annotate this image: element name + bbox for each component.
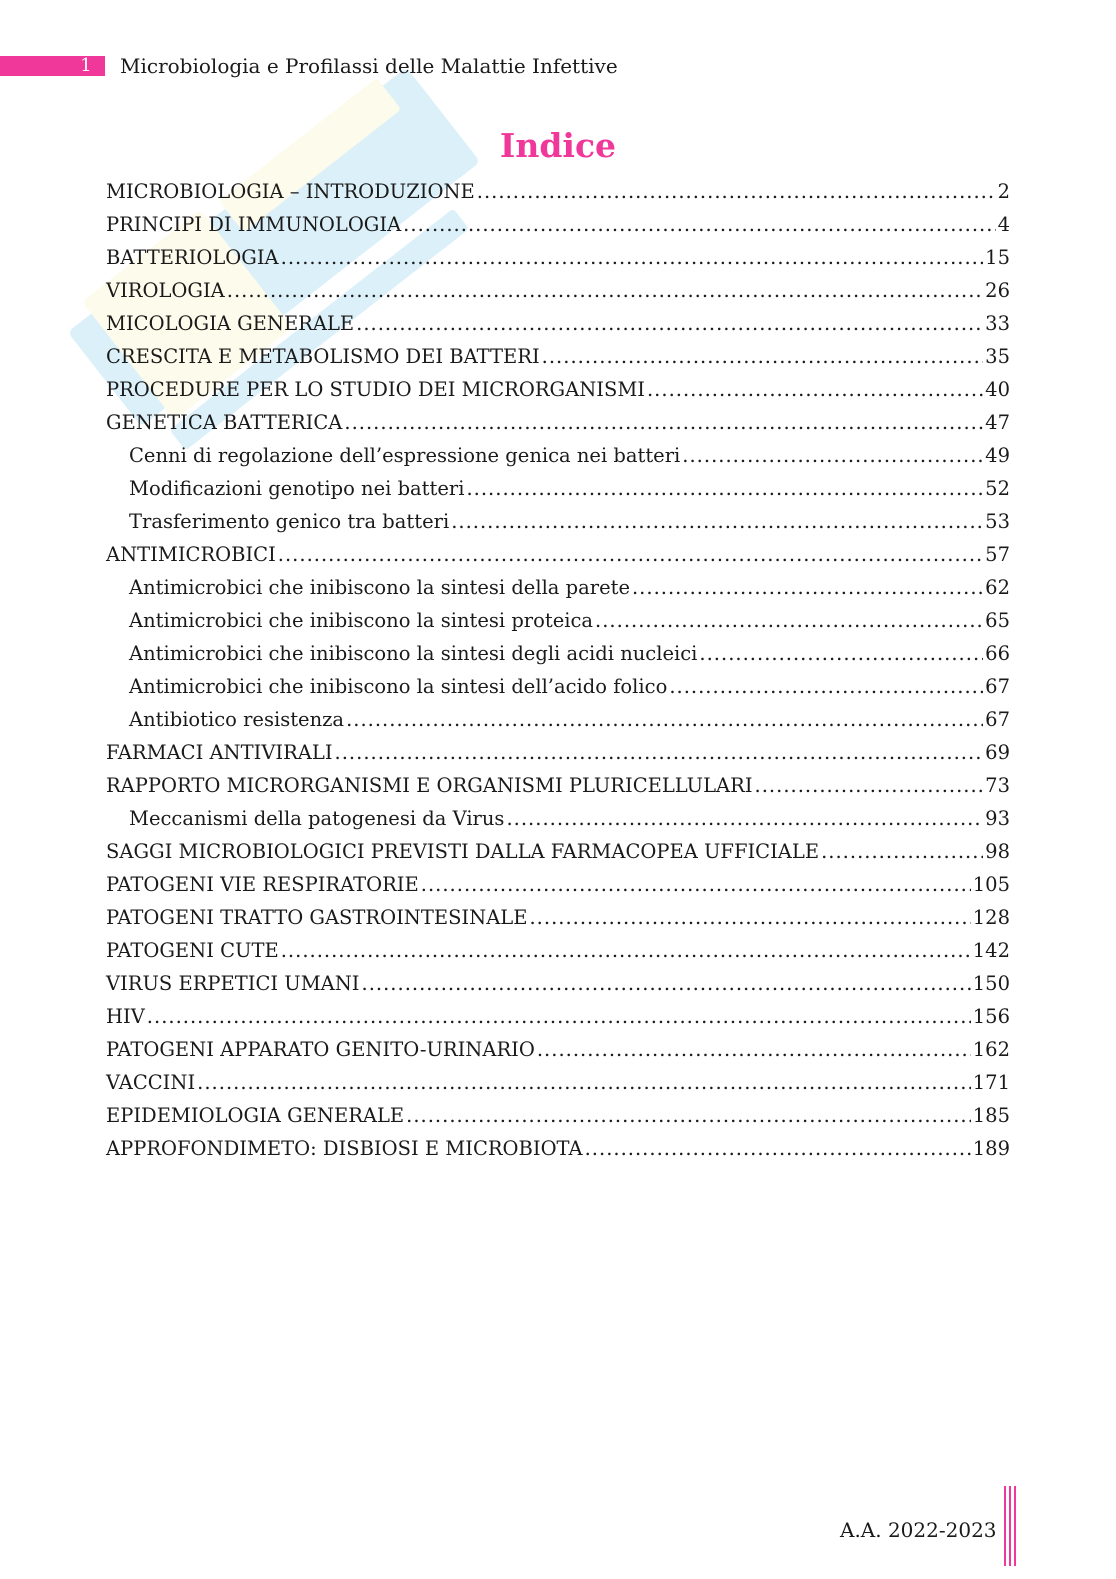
toc-dot-leader: [477, 175, 996, 208]
toc-entry[interactable]: [106, 241, 1010, 274]
toc-entry-label: EPIDEMIOLOGIA GENERALE: [106, 1104, 405, 1127]
toc-dot-leader: [537, 1033, 971, 1066]
toc-subentry[interactable]: [106, 604, 1010, 637]
toc-dot-leader: [197, 1066, 971, 1099]
toc-entry-label: Antimicrobici che inibiscono la sintesi degli acidi nucleici: [129, 642, 698, 665]
toc-entry-page: 128: [972, 906, 1010, 929]
toc-entry-page: 40: [985, 378, 1010, 401]
toc-entry[interactable]: [106, 1099, 1010, 1132]
toc-dot-leader: [356, 307, 983, 340]
toc-entry-page: 66: [985, 642, 1010, 665]
toc-entry-label: APPROFONDIMETO: DISBIOSI E MICROBIOTA: [106, 1137, 583, 1160]
toc-entry-page: 62: [985, 576, 1010, 599]
toc-entry-label: VACCINI: [106, 1071, 196, 1094]
toc-entry-page: 73: [985, 774, 1010, 797]
toc-entry-label: Meccanismi della patogenesi da Virus: [129, 807, 505, 830]
toc-entry-page: 67: [985, 708, 1010, 731]
toc-dot-leader: [669, 670, 983, 703]
toc-entry[interactable]: [106, 1132, 1010, 1165]
footer-stripes: [1004, 1486, 1018, 1566]
toc-dot-leader: [595, 604, 983, 637]
toc-entry-label: BATTERIOLOGIA: [106, 246, 279, 269]
toc-dot-leader: [281, 241, 984, 274]
toc-entry-page: 69: [985, 741, 1010, 764]
toc-entry-page: 26: [985, 279, 1010, 302]
toc-dot-leader: [542, 340, 984, 373]
toc-entry-page: 49: [985, 444, 1010, 467]
toc-subentry[interactable]: [106, 505, 1010, 538]
toc-entry-label: VIROLOGIA: [106, 279, 225, 302]
toc-entry-label: PATOGENI APPARATO GENITO-URINARIO: [106, 1038, 535, 1061]
toc-entry-page: 150: [972, 972, 1010, 995]
toc-subentry[interactable]: [106, 802, 1010, 835]
toc-entry[interactable]: [106, 208, 1010, 241]
toc-dot-leader: [821, 835, 983, 868]
toc-dot-leader: [281, 934, 971, 967]
toc-entry-label: Antibiotico resistenza: [129, 708, 345, 731]
toc-entry-label: MICROBIOLOGIA – INTRODUZIONE: [106, 180, 475, 203]
toc-entry-label: PROCEDURE PER LO STUDIO DEI MICRORGANISMI: [106, 378, 645, 401]
toc-entry[interactable]: [106, 340, 1010, 373]
toc-entry-label: PATOGENI VIE RESPIRATORIE: [106, 873, 419, 896]
toc-dot-leader: [362, 967, 971, 1000]
toc-dot-leader: [403, 208, 995, 241]
toc-dot-leader: [466, 472, 983, 505]
toc-entry-page: 185: [972, 1104, 1010, 1127]
toc-entry[interactable]: [106, 967, 1010, 1000]
toc-entry-page: 15: [985, 246, 1010, 269]
toc-entry-label: HIV: [106, 1005, 145, 1028]
toc-dot-leader: [406, 1099, 971, 1132]
toc-subentry[interactable]: [106, 637, 1010, 670]
table-of-contents: [106, 175, 1010, 1165]
toc-entry[interactable]: [106, 1000, 1010, 1033]
toc-entry[interactable]: [106, 1033, 1010, 1066]
toc-entry-page: 57: [985, 543, 1010, 566]
toc-entry-label: GENETICA BATTERICA: [106, 411, 343, 434]
toc-entry[interactable]: [106, 538, 1010, 571]
toc-subentry[interactable]: [106, 670, 1010, 703]
toc-entry-page: 162: [972, 1038, 1010, 1061]
toc-dot-leader: [346, 703, 983, 736]
toc-dot-leader: [699, 637, 983, 670]
toc-entry-label: Cenni di regolazione dell’espressione genica nei batteri: [129, 444, 681, 467]
toc-entry-label: VIRUS ERPETICI UMANI: [106, 972, 360, 995]
toc-entry[interactable]: [106, 406, 1010, 439]
footer-academic-year: A.A. 2022-2023: [840, 1518, 997, 1542]
toc-dot-leader: [451, 505, 983, 538]
toc-entry[interactable]: [106, 274, 1010, 307]
toc-dot-leader: [585, 1132, 971, 1165]
toc-dot-leader: [227, 274, 983, 307]
toc-subentry[interactable]: [106, 439, 1010, 472]
toc-entry[interactable]: [106, 307, 1010, 340]
toc-entry-label: Trasferimento genico tra batteri: [129, 510, 450, 533]
toc-dot-leader: [506, 802, 983, 835]
toc-entry[interactable]: [106, 934, 1010, 967]
toc-dot-leader: [335, 736, 984, 769]
toc-entry-page: 2: [997, 180, 1010, 203]
toc-entry-page: 47: [985, 411, 1010, 434]
toc-entry[interactable]: [106, 175, 1010, 208]
toc-entry-label: SAGGI MICROBIOLOGICI PREVISTI DALLA FARMACOPEA UFFICIALE: [106, 840, 820, 863]
toc-entry[interactable]: [106, 736, 1010, 769]
toc-entry-page: 4: [997, 213, 1010, 236]
toc-entry[interactable]: [106, 1066, 1010, 1099]
toc-entry-label: Antimicrobici che inibiscono la sintesi della parete: [129, 576, 630, 599]
toc-subentry[interactable]: [106, 571, 1010, 604]
toc-dot-leader: [421, 868, 971, 901]
toc-dot-leader: [278, 538, 983, 571]
toc-entry-label: Antimicrobici che inibiscono la sintesi proteica: [129, 609, 594, 632]
toc-entry-page: 65: [985, 609, 1010, 632]
toc-entry-label: RAPPORTO MICRORGANISMI E ORGANISMI PLURICELLULARI: [106, 774, 753, 797]
toc-entry-page: 105: [972, 873, 1010, 896]
toc-entry-label: MICOLOGIA GENERALE: [106, 312, 355, 335]
toc-entry[interactable]: [106, 373, 1010, 406]
toc-dot-leader: [529, 901, 970, 934]
toc-subentry[interactable]: [106, 703, 1010, 736]
toc-entry-label: Modificazioni genotipo nei batteri: [129, 477, 465, 500]
toc-entry-page: 52: [985, 477, 1010, 500]
page-title: Indice: [499, 126, 617, 165]
toc-entry-page: 53: [985, 510, 1010, 533]
toc-entry-page: 189: [972, 1137, 1010, 1160]
toc-entry-page: 67: [985, 675, 1010, 698]
toc-entry-page: 93: [985, 807, 1010, 830]
toc-entry-page: 142: [972, 939, 1010, 962]
toc-entry-label: FARMACI ANTIVIRALI: [106, 741, 333, 764]
toc-dot-leader: [682, 439, 983, 472]
toc-entry-label: PATOGENI CUTE: [106, 939, 279, 962]
toc-entry-label: ANTIMICROBICI: [106, 543, 276, 566]
toc-entry-page: 35: [985, 345, 1010, 368]
toc-entry-label: PRINCIPI DI IMMUNOLOGIA: [106, 213, 402, 236]
toc-entry-label: CRESCITA E METABOLISMO DEI BATTERI: [106, 345, 540, 368]
toc-entry[interactable]: [106, 901, 1010, 934]
toc-entry-page: 98: [985, 840, 1010, 863]
header-page-number: 1: [80, 55, 92, 76]
toc-entry[interactable]: [106, 868, 1010, 901]
toc-dot-leader: [147, 1000, 971, 1033]
toc-entry-page: 156: [972, 1005, 1010, 1028]
toc-entry[interactable]: [106, 835, 1010, 868]
header-course-title: Microbiologia e Profilassi delle Malattie Infettive: [120, 54, 618, 78]
toc-entry-page: 33: [985, 312, 1010, 335]
toc-entry[interactable]: [106, 769, 1010, 802]
toc-entry-page: 171: [972, 1071, 1010, 1094]
toc-dot-leader: [632, 571, 983, 604]
toc-dot-leader: [344, 406, 983, 439]
toc-entry-label: Antimicrobici che inibiscono la sintesi dell’acido folico: [129, 675, 668, 698]
toc-dot-leader: [647, 373, 983, 406]
toc-subentry[interactable]: [106, 472, 1010, 505]
toc-entry-label: PATOGENI TRATTO GASTROINTESINALE: [106, 906, 528, 929]
toc-dot-leader: [755, 769, 984, 802]
